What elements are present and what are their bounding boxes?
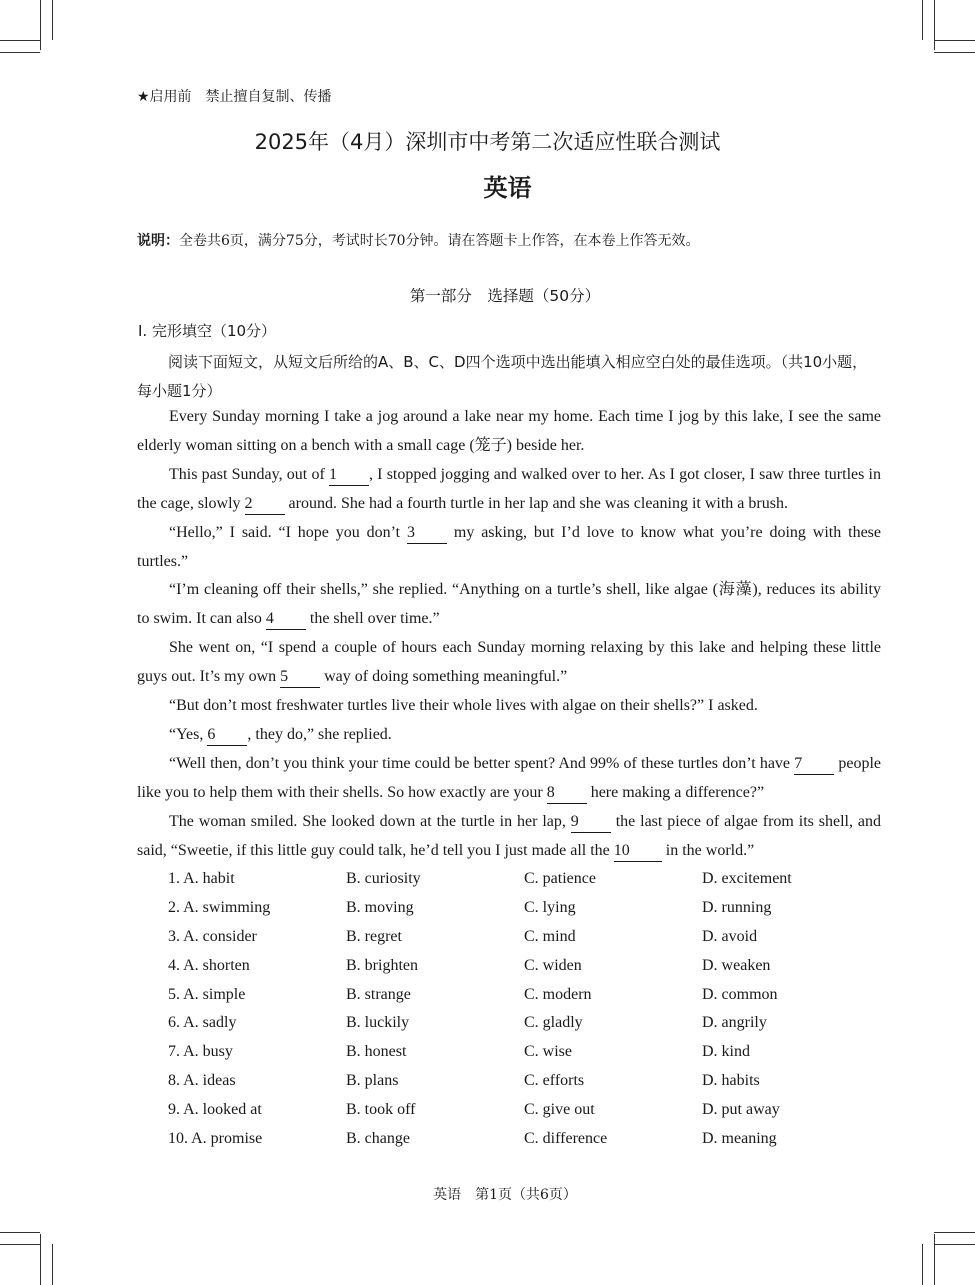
passage-text: “I’m cleaning off their shells,” she replied. “Anything on a turtle’s shell, like algae (海藻), reduces its ability to swim. It can also (137, 581, 881, 628)
option-7-b: B. honest (346, 1043, 407, 1061)
option-6-a: 6. A. sadly (168, 1014, 237, 1032)
passage-paragraph (137, 519, 881, 577)
question-options-6 (0, 1010, 975, 1039)
option-9-a: 9. A. looked at (168, 1101, 262, 1119)
option-9-d: D. put away (702, 1101, 780, 1119)
blank-3: 3 (407, 523, 447, 544)
option-10-b: B. change (346, 1130, 410, 1148)
option-1-b: B. curiosity (346, 870, 421, 887)
crop-mark-top-right (922, 0, 923, 40)
passage-text: “Well then, don’t you think your time could be better spent? And 99% of these turtles don’t have (169, 754, 795, 772)
question-options-2 (0, 895, 975, 924)
blank-10: 10 (614, 841, 662, 862)
crop-mark-bottom-right (934, 1244, 975, 1245)
option-1-d: D. excitement (702, 870, 792, 887)
option-5-b: B. strange (346, 985, 411, 1003)
question-options-5 (0, 982, 975, 1011)
option-7-d: D. kind (702, 1043, 750, 1061)
option-6-d: D. angrily (702, 1014, 767, 1032)
part-title: 第一部分 选择题（50分） (409, 287, 601, 305)
passage-text: , I stopped jogging and walked over to her. As I got closer, I saw three turtles in the cage, slowly (137, 465, 881, 512)
blank-2: 2 (245, 494, 285, 515)
passage-text: The woman smiled. She looked down at the turtle in her lap, (169, 812, 571, 830)
passage-paragraph (137, 576, 881, 634)
passage-paragraph (137, 750, 881, 808)
crop-mark-top-right (934, 0, 935, 50)
option-2-b: B. moving (346, 898, 414, 916)
option-10-a: 10. A. promise (168, 1130, 263, 1148)
question-options-3 (0, 924, 975, 953)
option-10-d: D. meaning (702, 1130, 777, 1148)
passage-text: , they do,” she replied. (247, 725, 392, 743)
option-7-a: 7. A. busy (168, 1043, 233, 1061)
blank-4: 4 (266, 609, 306, 630)
option-2-d: D. running (702, 898, 772, 916)
option-8-c: C. efforts (524, 1072, 585, 1090)
option-9-b: B. took off (346, 1101, 416, 1119)
crop-mark-top-left (40, 0, 41, 50)
option-7-c: C. wise (524, 1043, 572, 1061)
option-3-a: 3. A. consider (168, 927, 257, 945)
option-9-c: C. give out (524, 1101, 595, 1119)
crop-mark-top-left (0, 40, 40, 41)
option-5-d: D. common (702, 985, 778, 1003)
passage-paragraph (137, 634, 881, 692)
option-4-d: D. weaken (702, 956, 771, 974)
passage-paragraph (137, 461, 881, 519)
option-8-a: 8. A. ideas (168, 1072, 236, 1090)
option-4-a: 4. A. shorten (168, 956, 250, 974)
passage-text: the last piece of algae from its shell, and said, “Sweetie, if this little guy could talk, he’d tell you I just made all the (137, 812, 881, 859)
option-3-c: C. mind (524, 927, 576, 945)
exam-instructions (137, 230, 700, 250)
option-6-b: B. luckily (346, 1014, 410, 1032)
question-options-8 (0, 1068, 975, 1097)
crop-mark-top-right (934, 52, 975, 53)
crop-mark-bottom-right (922, 1244, 923, 1285)
subject-title: 英语 (483, 173, 532, 202)
crop-mark-bottom-left (0, 1232, 40, 1233)
question-options-1 (0, 866, 975, 895)
passage-text: “But don’t most freshwater turtles live their whole lives with algae on their shells?” I asked. (169, 697, 758, 715)
blank-6: 6 (207, 725, 247, 746)
instructions-label: 说明： (137, 233, 179, 249)
crop-mark-top-left (0, 52, 40, 53)
crop-mark-bottom-right (934, 1234, 935, 1285)
section-direction: 阅读下面短文，从短文后所给的A、B、C、D四个选项中选出能填入相应空白处的最佳选项。（共10小题，每小题1分） (137, 353, 868, 400)
passage-text: my asking, but I’d love to know what you’re doing with these turtles.” (137, 523, 881, 570)
cloze-passage (137, 403, 881, 866)
option-5-c: C. modern (524, 985, 592, 1003)
blank-9: 9 (571, 812, 611, 833)
option-10-c: C. difference (524, 1130, 608, 1148)
crop-mark-top-right (934, 40, 975, 41)
passage-text: the shell over time.” (305, 610, 440, 628)
option-3-d: D. avoid (702, 927, 758, 945)
passage-text: “Yes, (169, 725, 208, 743)
option-4-c: C. widen (524, 956, 582, 974)
blank-7: 7 (794, 754, 834, 775)
option-2-a: 2. A. swimming (168, 898, 271, 916)
question-options-10 (0, 1126, 975, 1155)
passage-paragraph (137, 692, 881, 721)
passage-text: around. She had a fourth turtle in her lap and she was cleaning it with a brush. (284, 494, 788, 512)
crop-mark-bottom-right (934, 1232, 975, 1233)
exam-title: 2025年（4月）深圳市中考第二次适应性联合测试 (254, 130, 721, 154)
section-title: Ⅰ. 完形填空（10分） (138, 322, 277, 340)
option-8-b: B. plans (346, 1072, 399, 1090)
option-2-c: C. lying (524, 898, 576, 916)
passage-text: Every Sunday morning I take a jog around a lake near my home. Each time I jog by this lake, I see the same elderly woman sitting on a bench with a small cage (笼子) beside her. (137, 408, 881, 454)
passage-text: This past Sunday, out of (169, 465, 329, 483)
passage-paragraph (137, 721, 881, 750)
blank-8: 8 (547, 783, 587, 804)
option-4-b: B. brighten (346, 956, 418, 974)
option-3-b: B. regret (346, 927, 402, 945)
passage-paragraph (137, 808, 881, 866)
crop-mark-bottom-left (40, 1234, 41, 1285)
crop-mark-bottom-left (0, 1244, 40, 1245)
instructions-text: 全卷共6页，满分75分，考试时长70分钟。请在答题卡上作答，在本卷上作答无效。 (179, 233, 700, 249)
passage-text: people like you to help them with their shells. So how exactly are your (137, 754, 881, 801)
passage-paragraph (137, 403, 881, 461)
option-5-a: 5. A. simple (168, 985, 246, 1003)
question-options-9 (0, 1097, 975, 1126)
passage-text: She went on, “I spend a couple of hours each Sunday morning relaxing by this lake and helping these little guys out. It’s my own (137, 639, 881, 686)
options-list (0, 866, 975, 1155)
passage-text: way of doing something meaningful.” (320, 668, 568, 686)
blank-1: 1 (329, 465, 369, 486)
question-options-7 (0, 1039, 975, 1068)
crop-mark-bottom-left (52, 1244, 53, 1285)
question-options-4 (0, 953, 975, 982)
passage-text: in the world.” (661, 841, 755, 859)
page-footer: 英语 第1页（共6页） (433, 1187, 577, 1203)
confidential-notice: ★启用前 禁止擅自复制、传播 (137, 89, 332, 105)
option-1-c: C. patience (524, 870, 596, 887)
option-6-c: C. gladly (524, 1014, 583, 1032)
crop-mark-top-left (52, 0, 53, 40)
option-1-a: 1. A. habit (168, 870, 235, 887)
option-8-d: D. habits (702, 1072, 760, 1090)
blank-5: 5 (280, 667, 320, 688)
passage-text: here making a difference?” (586, 783, 765, 801)
passage-text: “Hello,” I said. “I hope you don’t (169, 523, 407, 541)
